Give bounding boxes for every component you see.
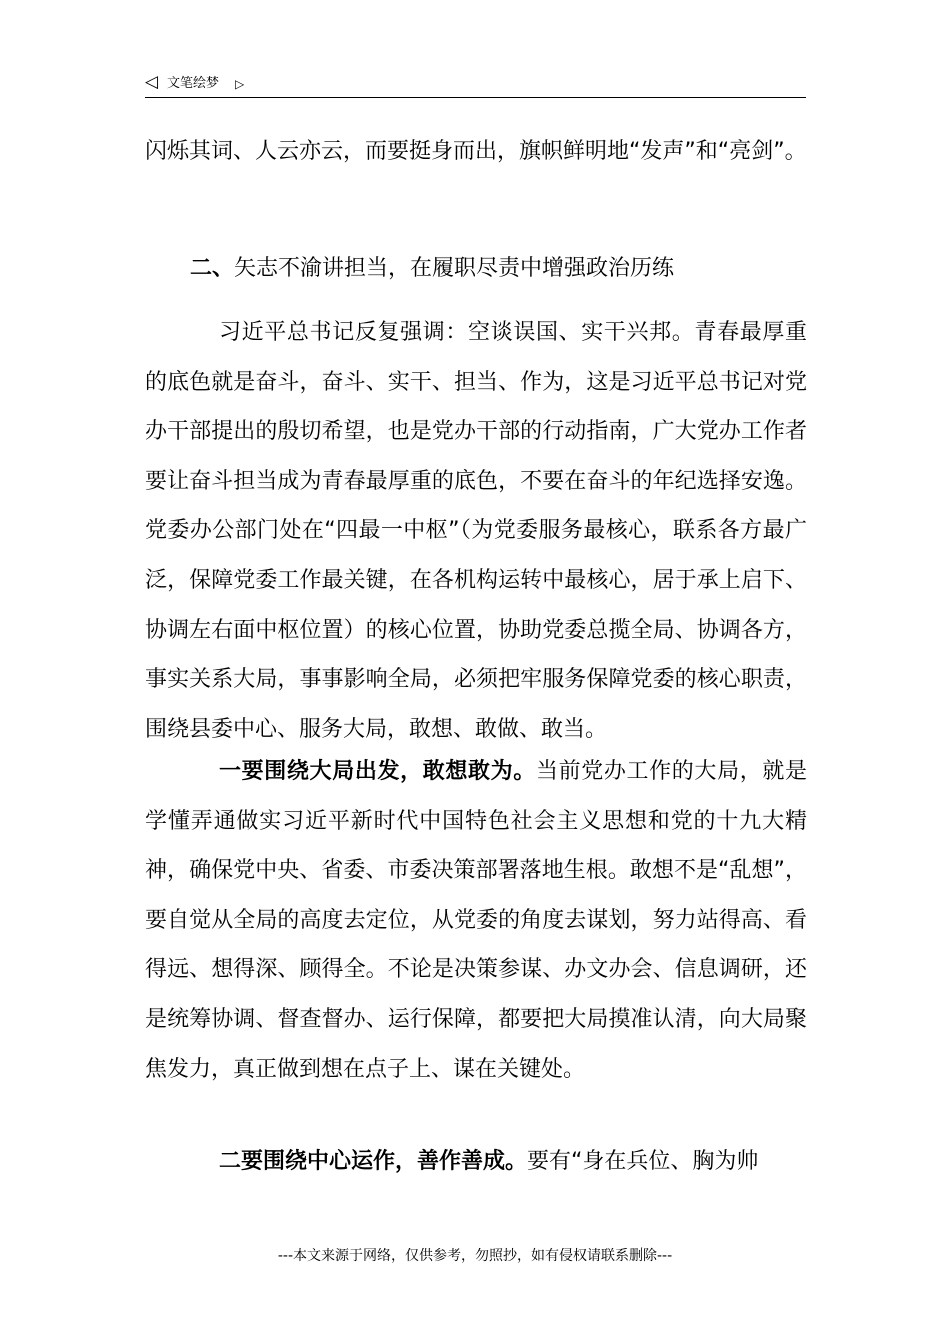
header-divider (145, 97, 806, 98)
page-footer: ---本文来源于网络，仅供参考，勿照抄，如有侵权请联系删除--- (277, 1248, 673, 1264)
point-one-body: 当前党办工作的大局，就是学懂弄通做实习近平新时代中国特色社会主义思想和党的十九大精神，确保党中央、省委、市委决策部署落地生根。敢想不是“乱想”，要自觉从全局的高度去定位，从党委的角度去谋划，努力站得高、看得远、想得深、顾得全。不论是决策参谋、办文办会、信息调研，还是统筹协调、督查督办、运行保障，都要把大局摸准认清，向大局聚焦发力，真正做到想在点子上、谋在关键处。 (145, 759, 807, 1082)
point-two-lead: 二要围绕中心运作，善作善成。 (219, 1149, 528, 1174)
header-title: 文笔绘梦 (167, 76, 220, 91)
right-triangle-icon: ▷ (235, 77, 245, 91)
paragraph-body: 习近平总书记反复强调：空谈误国、实干兴邦。青春最厚重的底色就是奋斗，奋斗、实干、担当、作为，这是习近平总书记对党办干部提出的殷切希望，也是党办干部的行动指南，广大党办工作者要让奋斗担当成为青春最厚重的底色，不要在奋斗的年纪选择安逸。党委办公部门处在“四最一中枢”（为党委服务最核心，联系各方最广泛，保障党委工作最关键，在各机构运转中最核心，居于承上启下、协调左右面中枢位置）的核心位置，协助党委总揽全局、协调各方，事实关系大局，事事影响全局，必须把牢服务保障党委的核心职责，围绕县委中心、服务大局，敢想、敢做、敢当。 (145, 320, 807, 742)
paragraph-point-one (145, 747, 807, 1094)
section-heading-text: 矢志不渝讲担当，在履职尽责中增强政治历练 (234, 256, 675, 281)
paragraph-point-two (145, 1137, 807, 1187)
point-one-lead: 一要围绕大局出发，敢想敢为。 (219, 759, 536, 784)
point-two-body: 要有“身在兵位、胸为帅 (527, 1149, 759, 1174)
section-heading (190, 254, 674, 284)
left-triangle-icon: ◁ (145, 72, 159, 92)
paragraph-continued: 闪烁其词、人云亦云，而要挺身而出，旗帜鲜明地“发声”和“亮剑”。 (145, 139, 807, 164)
page-header (145, 72, 806, 98)
section-heading-number: 二、 (190, 256, 235, 281)
